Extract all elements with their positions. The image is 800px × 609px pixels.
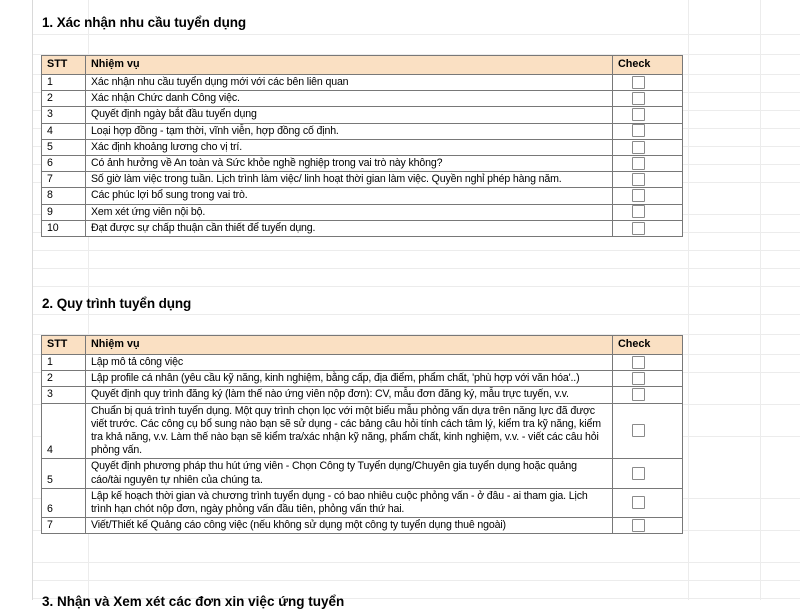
cell-task[interactable]: Xác định khoảng lương cho vị trí. <box>86 139 613 155</box>
checkbox-unchecked-icon[interactable] <box>632 388 645 401</box>
cell-stt[interactable]: 7 <box>42 172 86 188</box>
grid-line-horizontal <box>32 250 800 251</box>
cell-check[interactable] <box>613 188 683 204</box>
checkbox-unchecked-icon[interactable] <box>632 76 645 89</box>
cell-check[interactable] <box>613 387 683 403</box>
cell-check[interactable] <box>613 355 683 371</box>
cell-check[interactable] <box>613 371 683 387</box>
cell-task[interactable]: Số giờ làm việc trong tuần. Lịch trình làm việc/ linh hoạt thời gian làm việc. Quyền nghỉ phép hàng năm. <box>86 172 613 188</box>
grid-line-horizontal <box>32 314 800 315</box>
column-header-check: Check <box>613 336 683 355</box>
checkbox-unchecked-icon[interactable] <box>632 157 645 170</box>
cell-stt[interactable]: 3 <box>42 387 86 403</box>
table-header-row <box>42 336 683 355</box>
table-row[interactable] <box>42 123 683 139</box>
checkbox-unchecked-icon[interactable] <box>632 496 645 509</box>
section-2-heading: 2. Quy trình tuyển dụng <box>42 296 192 311</box>
cell-stt[interactable]: 4 <box>42 123 86 139</box>
checkbox-unchecked-icon[interactable] <box>632 205 645 218</box>
checkbox-unchecked-icon[interactable] <box>632 124 645 137</box>
column-header-task: Nhiệm vụ <box>86 336 613 355</box>
cell-task[interactable]: Lập mô tả công việc <box>86 355 613 371</box>
cell-task[interactable]: Các phúc lợi bổ sung trong vai trò. <box>86 188 613 204</box>
section-1-table[interactable] <box>41 55 683 237</box>
row-header-gutter <box>0 0 33 600</box>
cell-check[interactable] <box>613 204 683 220</box>
table-header-row <box>42 56 683 75</box>
cell-stt[interactable]: 5 <box>42 459 86 488</box>
grid-line-horizontal <box>32 580 800 581</box>
checkbox-unchecked-icon[interactable] <box>632 356 645 369</box>
cell-stt[interactable]: 5 <box>42 139 86 155</box>
table-row[interactable] <box>42 75 683 91</box>
column-header-stt: STT <box>42 56 86 75</box>
cell-stt[interactable]: 2 <box>42 371 86 387</box>
column-header-stt: STT <box>42 336 86 355</box>
table-row[interactable] <box>42 355 683 371</box>
cell-task[interactable]: Viết/Thiết kế Quảng cáo công việc (nếu không sử dụng một công ty tuyển dụng thuê ngoài) <box>86 518 613 534</box>
checkbox-unchecked-icon[interactable] <box>632 189 645 202</box>
cell-stt[interactable]: 1 <box>42 355 86 371</box>
cell-task[interactable]: Có ảnh hưởng về An toàn và Sức khỏe nghề nghiệp trong vai trò này không? <box>86 156 613 172</box>
cell-task[interactable]: Quyết định ngày bắt đầu tuyển dụng <box>86 107 613 123</box>
table-row[interactable] <box>42 107 683 123</box>
cell-stt[interactable]: 2 <box>42 91 86 107</box>
cell-task[interactable]: Chuẩn bị quá trình tuyển dụng. Một quy trình chọn lọc với một biểu mẫu phỏng vấn dựa trên năng lực đã được viết trước. Các công cụ bổ sung nào bạn sẽ sử dụng - các bảng câu hỏi tính cách tâm lý, kiểm tra kỹ năng, kiểm tra khả năng, v.v. Làm thế nào bạn sẽ kiểm tra/xác nhận kỹ năng, phẩm chất, kinh nghiệm, v.v. - viết các câu hỏi phỏng vấn. <box>86 403 613 459</box>
table-row[interactable] <box>42 518 683 534</box>
cell-task[interactable]: Lập profile cá nhân (yêu cầu kỹ năng, kinh nghiệm, bằng cấp, địa điểm, phẩm chất, 'phù hợp với văn hóa'..) <box>86 371 613 387</box>
cell-stt[interactable]: 9 <box>42 204 86 220</box>
cell-task[interactable]: Quyết định phương pháp thu hút ứng viên - Chọn Công ty Tuyển dụng/Chuyên gia tuyển dụng hoặc quảng cáo/tài nguyên tự nhiên của chúng ta. <box>86 459 613 488</box>
cell-task[interactable]: Xem xét ứng viên nội bộ. <box>86 204 613 220</box>
cell-check[interactable] <box>613 156 683 172</box>
checkbox-unchecked-icon[interactable] <box>632 519 645 532</box>
table-row[interactable] <box>42 387 683 403</box>
column-header-check: Check <box>613 56 683 75</box>
cell-task[interactable]: Quyết định quy trình đăng ký (làm thế nào ứng viên nộp đơn): CV, mẫu đơn đăng ký, mẫu trực tuyến, v.v. <box>86 387 613 403</box>
table-row[interactable] <box>42 204 683 220</box>
checkbox-unchecked-icon[interactable] <box>632 108 645 121</box>
cell-stt[interactable]: 6 <box>42 156 86 172</box>
grid-line-vertical <box>688 0 689 600</box>
section-2-table[interactable] <box>41 335 683 534</box>
section-3-heading: 3. Nhận và Xem xét các đơn xin việc ứng tuyển <box>42 594 345 609</box>
cell-check[interactable] <box>613 107 683 123</box>
cell-task[interactable]: Xác nhận Chức danh Công việc. <box>86 91 613 107</box>
cell-task[interactable]: Đạt được sự chấp thuận cần thiết để tuyển dụng. <box>86 220 613 236</box>
table-row[interactable] <box>42 172 683 188</box>
grid-line-horizontal <box>32 286 800 287</box>
checkbox-unchecked-icon[interactable] <box>632 222 645 235</box>
checkbox-unchecked-icon[interactable] <box>632 92 645 105</box>
grid-line-horizontal <box>32 268 800 269</box>
cell-stt[interactable]: 6 <box>42 488 86 517</box>
table-row[interactable] <box>42 139 683 155</box>
checkbox-unchecked-icon[interactable] <box>632 173 645 186</box>
cell-check[interactable] <box>613 75 683 91</box>
table-row[interactable] <box>42 188 683 204</box>
cell-stt[interactable]: 8 <box>42 188 86 204</box>
cell-task[interactable]: Loại hợp đồng - tạm thời, vĩnh viễn, hợp đồng cố định. <box>86 123 613 139</box>
checkbox-unchecked-icon[interactable] <box>632 372 645 385</box>
cell-check[interactable] <box>613 459 683 488</box>
section-1-heading: 1. Xác nhận nhu cầu tuyển dụng <box>42 15 247 30</box>
table-row[interactable] <box>42 371 683 387</box>
cell-check[interactable] <box>613 518 683 534</box>
cell-stt[interactable]: 7 <box>42 518 86 534</box>
cell-check[interactable] <box>613 91 683 107</box>
table-row[interactable] <box>42 156 683 172</box>
cell-stt[interactable]: 1 <box>42 75 86 91</box>
cell-check[interactable] <box>613 172 683 188</box>
cell-stt[interactable]: 10 <box>42 220 86 236</box>
table-row[interactable] <box>42 488 683 517</box>
table-row[interactable] <box>42 220 683 236</box>
cell-stt[interactable]: 3 <box>42 107 86 123</box>
column-header-task: Nhiệm vụ <box>86 56 613 75</box>
cell-check[interactable] <box>613 123 683 139</box>
cell-stt[interactable]: 4 <box>42 403 86 459</box>
table-row[interactable] <box>42 403 683 459</box>
cell-check[interactable] <box>613 403 683 459</box>
cell-task[interactable]: Lập kế hoạch thời gian và chương trình tuyển dụng - có bao nhiêu cuộc phỏng vấn - ở đâu - ai tham gia. Lịch trình hạn chót nộp đơn, ngày phỏng vấn đầu tiên, phỏng vấn thứ hai. <box>86 488 613 517</box>
grid-line-horizontal <box>32 34 800 35</box>
grid-line-horizontal <box>32 562 800 563</box>
checkbox-unchecked-icon[interactable] <box>632 424 645 437</box>
table-row[interactable] <box>42 459 683 488</box>
cell-check[interactable] <box>613 220 683 236</box>
cell-task[interactable]: Xác nhận nhu cầu tuyển dụng mới với các bên liên quan <box>86 75 613 91</box>
cell-check[interactable] <box>613 488 683 517</box>
table-row[interactable] <box>42 91 683 107</box>
checkbox-unchecked-icon[interactable] <box>632 467 645 480</box>
grid-line-vertical <box>760 0 761 600</box>
cell-check[interactable] <box>613 139 683 155</box>
checkbox-unchecked-icon[interactable] <box>632 141 645 154</box>
